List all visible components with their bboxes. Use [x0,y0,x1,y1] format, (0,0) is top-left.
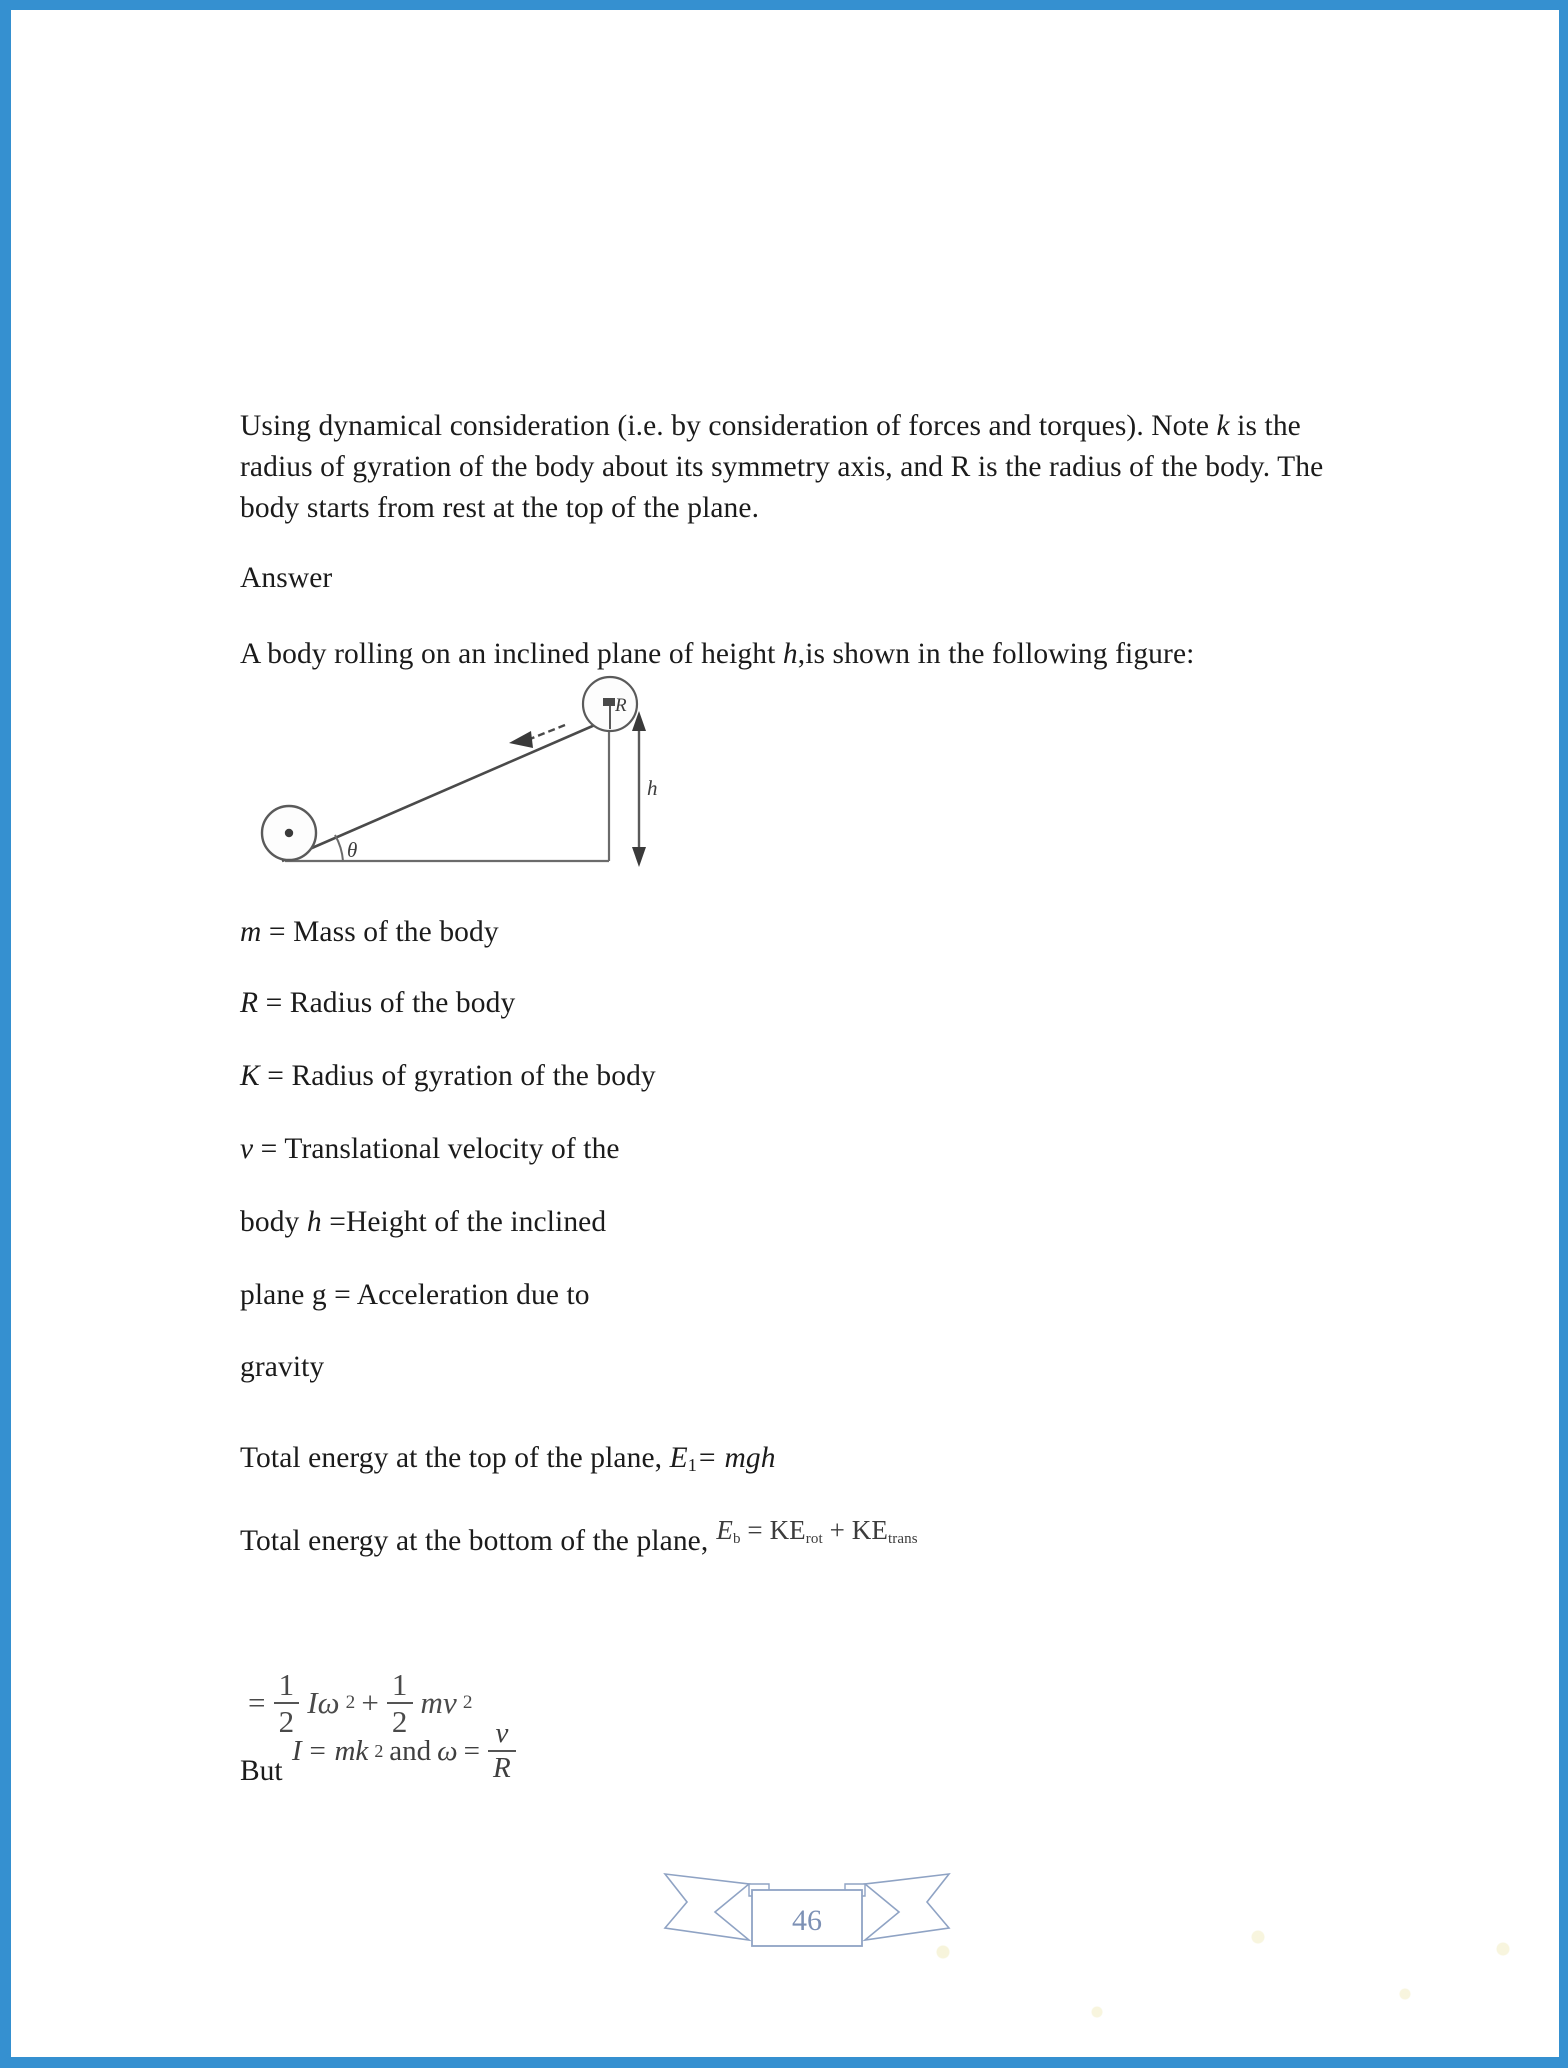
total-energy-bottom-equation [716,1515,917,1545]
ribbon-center-banner [752,1890,862,1946]
intro-line-3: The body starts from rest at the top of the plane. [240,451,1331,524]
definition-text-R: = Radius of the body [258,987,516,1019]
but-symbol-I: I [292,1734,302,1767]
eq-ke-trans: + KE [829,1515,888,1545]
radius-label-R: R [615,695,627,716]
height-arrow [632,711,646,867]
but-equation [292,1719,518,1783]
eq-trans-subscript: trans [887,1530,918,1547]
figure-lead-symbol-h: h [782,638,798,670]
radius-marker [603,698,615,706]
total-energy-bottom-label: Total energy at the bottom of the plane, [240,1525,709,1557]
definition-item-gravity-plane: plane g = Acceleration due to [240,1279,590,1311]
total-energy-top [240,1438,776,1486]
but-statement [240,1715,1430,1801]
figure-lead-a: A body rolling on an inclined plane of height [240,638,783,670]
angle-arc [335,835,343,861]
half-num-1: 1 [278,1666,295,1702]
but-eq-mk: = mk [307,1734,369,1767]
half-eq-plus: + [361,1685,379,1721]
motion-arrow [509,725,565,748]
definition-text-v: = Translational velocity of the [253,1133,620,1165]
but-frac-denominator: R [488,1750,516,1783]
but-frac-numerator: v [495,1717,509,1749]
definition-symbol-body-h: body h [240,1206,322,1238]
definition-item-radius [240,983,515,1024]
total-energy-top-rhs: = mgh [697,1442,776,1474]
definition-item-gyration [240,1056,656,1097]
intro-line-2: radius of gyration of the body about its symmetry axis, and R is the radius of the body. [240,451,1271,483]
eq-rot-subscript: rot [805,1530,823,1547]
definition-item-velocity [240,1129,620,1170]
definition-text-height: =Height of the inclined [329,1206,607,1238]
definition-symbol-m: m [240,916,262,948]
figure-lead-in [240,634,1194,675]
but-symbol-omega: ω [437,1734,458,1767]
intro-text-a: Using dynamical consideration (i.e. by consideration of forces and torques). Note [240,410,1217,442]
but-equals: = [463,1734,481,1767]
but-fraction-v-over-R [488,1719,516,1783]
height-label-h: h [647,776,658,800]
definition-text-K: = Radius of gyration of the body [259,1060,656,1092]
half-den-2: 2 [387,1702,413,1737]
body-center-dot-bottom [285,829,293,837]
definition-item-gravity: gravity [240,1351,325,1383]
half-exp-2: 2 [462,1692,473,1714]
ribbon-tail-left [665,1874,749,1940]
but-exponent: 2 [374,1740,384,1761]
page-sheet [11,10,1559,2057]
watermark [859,1907,1559,2057]
but-and: and [389,1734,432,1767]
document-content [240,10,1430,1787]
intro-text-b: is the [1229,410,1301,442]
definition-item-height [240,1202,606,1243]
eq-E-subscript: b [732,1530,741,1547]
intro-symbol-k: k [1216,410,1230,442]
eq-E: E [716,1515,733,1545]
eq-ke-rot: = KE [747,1515,806,1545]
ribbon-tail-right [865,1874,949,1940]
definition-symbol-v: v [240,1133,254,1165]
answer-heading: Answer [240,562,333,594]
total-energy-top-subscript: 1 [687,1455,697,1476]
incline-surface [282,718,611,861]
figure-lead-b: ,is shown in the following figure: [797,638,1195,670]
inclined-plane-diagram [247,673,677,888]
intro-paragraph [240,406,1375,529]
definition-text-m: = Mass of the body [261,916,499,948]
half-term-Iomega: Iω [307,1685,340,1721]
half-exp-1: 2 [345,1692,356,1714]
half-num-2: 1 [391,1666,408,1702]
page-number: 46 [792,1904,822,1937]
half-term-mv: mv [420,1685,457,1721]
angle-label-theta: θ [347,838,358,862]
definition-symbol-R: R [240,987,259,1019]
half-den-1: 2 [274,1702,300,1737]
total-energy-top-E: E [669,1442,688,1474]
definition-item-mass [240,912,499,953]
half-eq-equals: = [248,1685,266,1721]
total-energy-top-label: Total energy at the top of the plane, [240,1442,670,1474]
but-label: But [240,1755,283,1787]
definition-symbol-K: K [240,1060,260,1092]
page-number-ribbon [657,1862,957,1962]
